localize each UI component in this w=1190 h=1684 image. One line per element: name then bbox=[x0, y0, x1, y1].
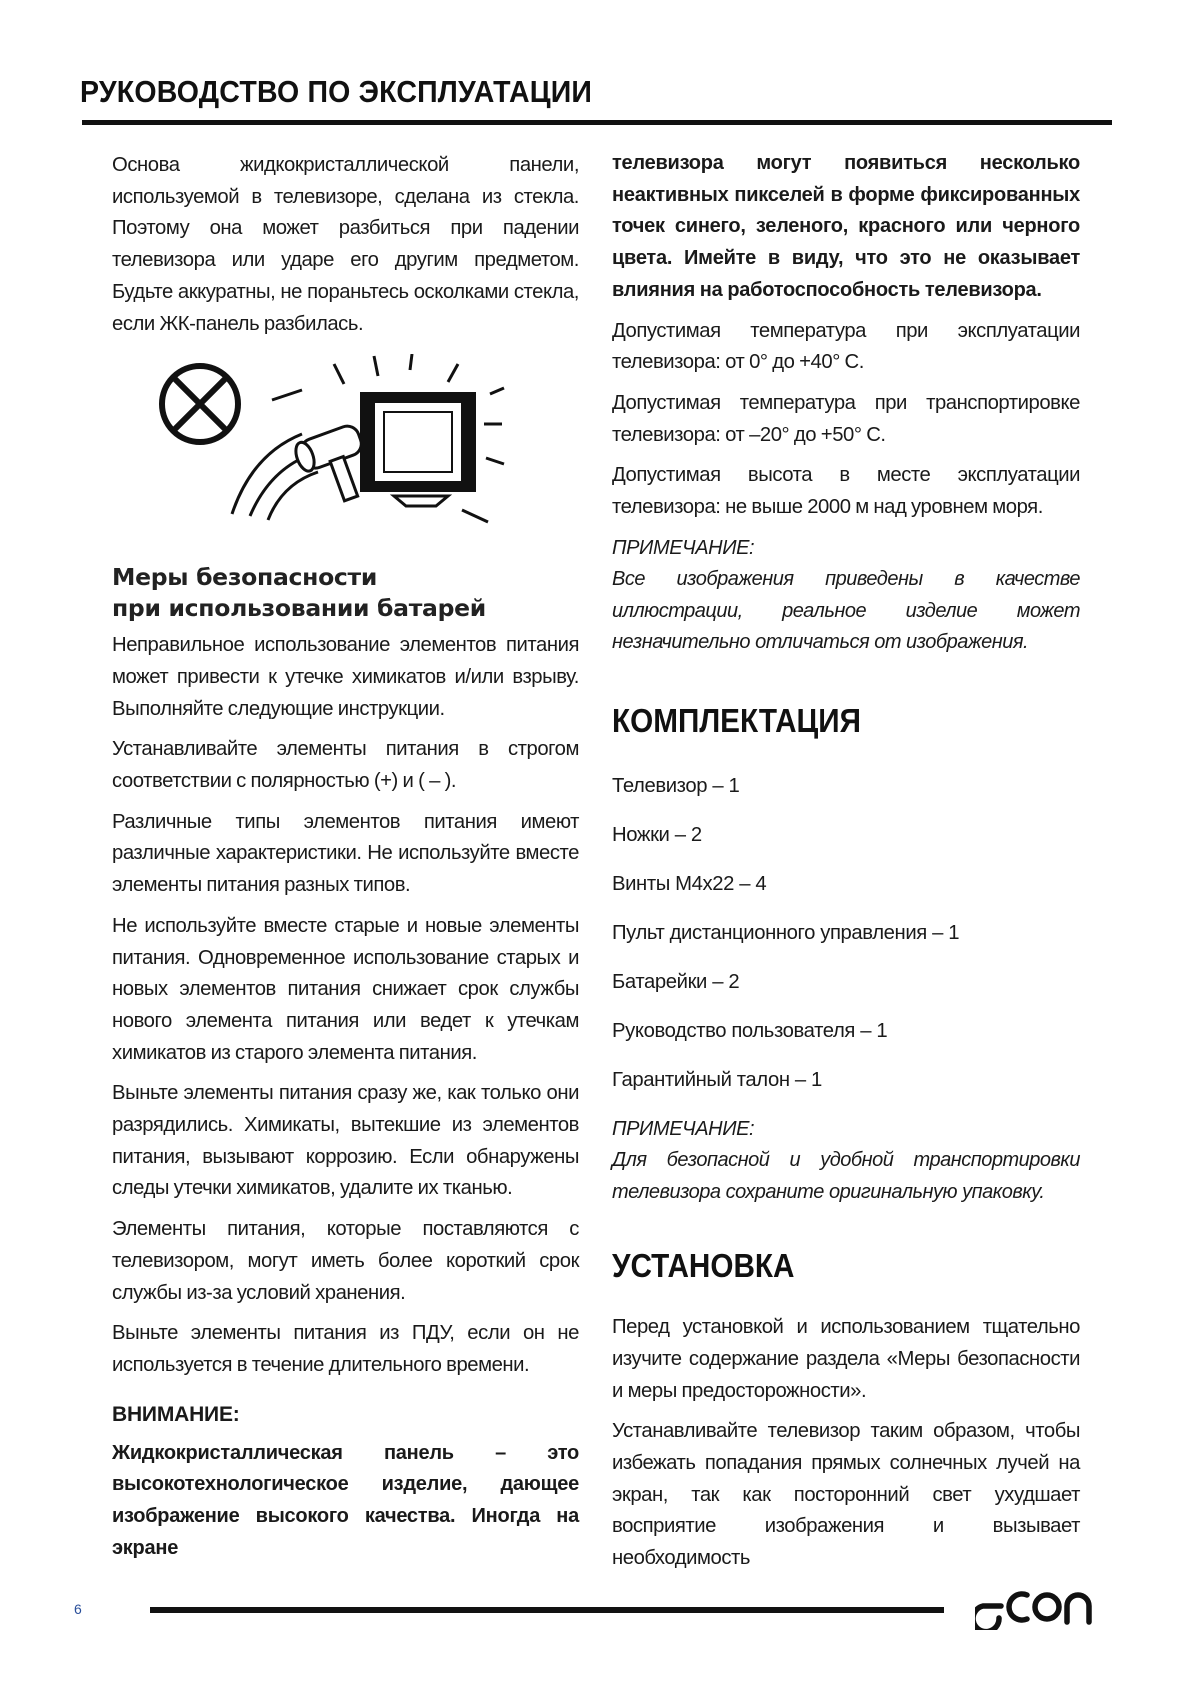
list-item: Винты M4x22 – 4 bbox=[612, 872, 767, 895]
econ-logo bbox=[975, 1584, 1095, 1630]
battery-paragraph: Не используйте вместе старые и новые элементы питания. Одновременное использование старых и новых элементов питания снижает срок службы нового элемента питания или ведет к утечкам химикатов из старого элемента питания. bbox=[112, 914, 579, 1064]
battery-paragraph: Неправильное использование элементов питания может привести к утечке химикатов и/или взрыву. Выполняйте следующие инструкции. bbox=[112, 634, 579, 720]
battery-paragraph: Устанавливайте элементы питания в строгом соответствии с полярностью (+) и ( – ). bbox=[112, 738, 579, 793]
note-text: Все изображения приведены в качестве иллюстрации, реальное изделие может незначительно отличаться от изображения. bbox=[612, 568, 1080, 654]
battery-paragraph: Выньте элементы питания из ПДУ, если он не используется в течение длительного времени. bbox=[112, 1322, 579, 1376]
page-number: 6 bbox=[74, 1601, 82, 1617]
list-item: Пульт дистанционного управления – 1 bbox=[612, 921, 960, 944]
intro-paragraph: Основа жидкокристаллической панели, используемой в телевизоре, сделана из стекла. Поэтому она может разбиться при падении телевизора или ударе его другим предметом. Будьте аккуратны, не пораньтесь осколками стекла, если ЖК-панель разбилась. bbox=[112, 154, 579, 335]
header-divider bbox=[82, 120, 1112, 125]
page-title: РУКОВОДСТВО ПО ЭКСПЛУАТАЦИИ bbox=[80, 74, 593, 109]
do-not-hit-tv-icon bbox=[112, 354, 579, 544]
list-item: Батарейки – 2 bbox=[612, 970, 740, 993]
list-item: Руководство пользователя – 1 bbox=[612, 1019, 888, 1042]
kit-list bbox=[612, 771, 1080, 1095]
spec-paragraph: Допустимая высота в месте эксплуатации телевизора: не выше 2000 м над уровнем моря. bbox=[612, 464, 1080, 519]
note-text: Для безопасной и удобной транспортировки телевизора сохраните оригинальную упаковку. bbox=[612, 1149, 1080, 1203]
list-item: Гарантийный талон – 1 bbox=[612, 1068, 822, 1091]
spec-paragraph: Допустимая температура при транспортировке телевизора: от –20° до +50° С. bbox=[612, 391, 1080, 446]
battery-safety-heading: Меры безопасности при использовании батарей bbox=[112, 563, 486, 623]
hammer-tv-warning-illustration bbox=[112, 354, 579, 544]
warning-label: ВНИМАНИЕ: bbox=[112, 1402, 240, 1426]
warning-text-continued: телевизора могут появиться несколько неактивных пикселей в форме фиксированных точек синего, зеленого, красного или черного цвета. Имейте в виду, что это не оказывает влияния на работоспособность телевизора. bbox=[612, 152, 1080, 301]
battery-paragraph: Элементы питания, которые поставляются с телевизором, могут иметь более короткий срок службы из-за условий хранения. bbox=[112, 1218, 579, 1304]
note-label: ПРИМЕЧАНИЕ: bbox=[612, 536, 755, 559]
install-paragraph: Перед установкой и использованием тщательно изучите содержание раздела «Меры безопасности и меры предосторожности». bbox=[612, 1316, 1080, 1402]
left-column bbox=[112, 150, 579, 1574]
kit-heading: КОМПЛЕКТАЦИЯ bbox=[612, 701, 861, 739]
battery-paragraph: Выньте элементы питания сразу же, как только они разрядились. Химикаты, вытекшие из элементов питания, вызывают коррозию. Если обнаружены следы утечки химикатов, удалите их тканью. bbox=[112, 1082, 579, 1200]
right-column bbox=[612, 148, 1080, 1584]
list-item: Ножки – 2 bbox=[612, 823, 702, 846]
list-item: Телевизор – 1 bbox=[612, 774, 740, 797]
spec-paragraph: Допустимая температура при эксплуатации телевизора: от 0° до +40° С. bbox=[612, 319, 1080, 374]
install-heading: УСТАНОВКА bbox=[612, 1247, 795, 1285]
warning-text: Жидкокристаллическая панель – это высокотехнологическое изделие, дающее изображение высокого качества. Иногда на экране bbox=[112, 1441, 579, 1559]
install-paragraph: Устанавливайте телевизор таким образом, чтобы избежать попадания прямых солнечных лучей на экран, так как посторонний свет ухудшает восприятие изображения и вызывает необходимость bbox=[612, 1420, 1080, 1570]
footer-divider bbox=[150, 1607, 944, 1613]
battery-paragraph: Различные типы элементов питания имеют различные характеристики. Не используйте вместе элементы питания разных типов. bbox=[112, 810, 579, 897]
note-label: ПРИМЕЧАНИЕ: bbox=[612, 1117, 755, 1140]
